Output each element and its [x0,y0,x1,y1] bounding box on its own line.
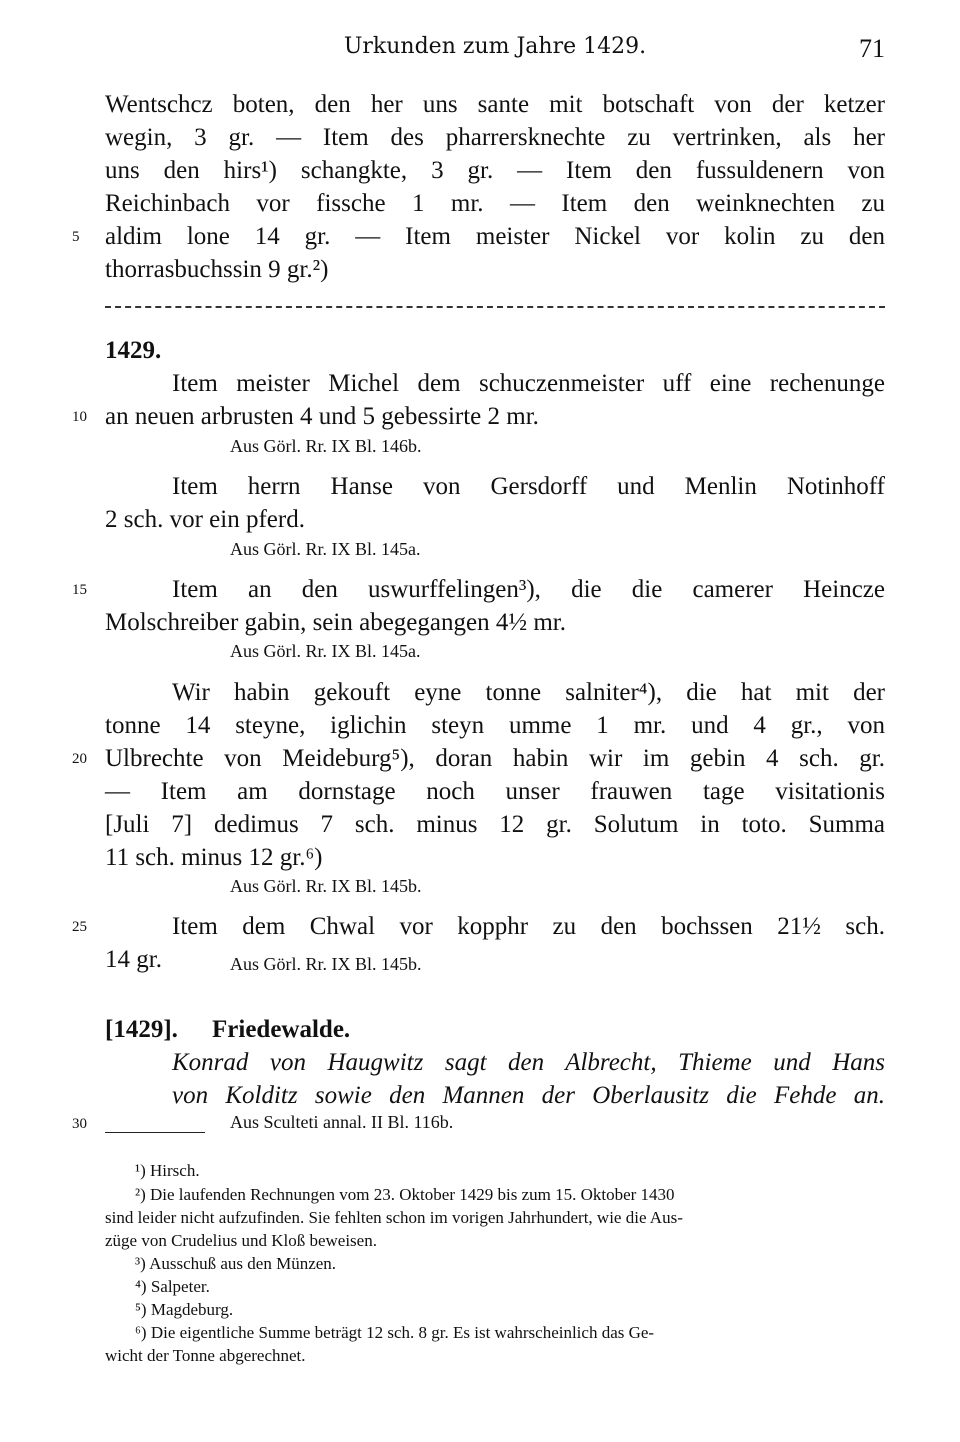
footnote: ³) Ausschuß aus den Münzen. [135,1254,337,1273]
page-header [105,34,885,64]
line-number: 20 [72,751,87,767]
page-number: 71 [859,34,885,63]
entry-text: 2 sch. vor ein pferd. [105,506,305,533]
entry-text: 14 gr. [105,946,162,973]
text-line: uns den hirs¹) schangkte, 3 gr. — Item den fussuldenern von [105,157,885,184]
text-line: thorrasbuchssin 9 gr.²) [105,256,329,283]
entry-text: Molschreiber gabin, sein abegegangen 4½ mr. [105,609,566,636]
text-line: Wentschcz boten, den her uns sante mit botschaft von der ketzer [105,91,885,118]
entry-text: — Item am dornstage noch unser frauwen tage visitationis [105,778,885,805]
line-number: 10 [72,409,87,425]
footnote: ⁶) Die eigentliche Summe beträgt 12 sch. 8 gr. Es ist wahrscheinlich das Ge- [135,1323,655,1342]
text-line: aldim lone 14 gr. — Item meister Nickel vor kolin zu den [105,223,885,250]
entry-text: an neuen arbrusten 4 und 5 gebessirte 2 mr. [105,403,539,430]
regest-summary: von Kolditz sowie den Mannen der Oberlausitz die Fehde an. [172,1082,885,1109]
entry-text: Item meister Michel dem schuczenmeister uff eine rechenunge [172,370,885,397]
footnote: züge von Crudelius und Kloß beweisen. [105,1231,377,1250]
running-title: Urkunden zum Jahre 1429. [343,34,647,59]
line-number: 25 [72,919,87,935]
entry-text: Ulbrechte von Meideburg⁵), doran habin wir im gebin 4 sch. gr. [105,745,885,772]
footnote: ¹) Hirsch. [135,1161,200,1180]
line-number: 5 [72,229,80,245]
section-date: [1429]. [105,1016,178,1043]
text-line: Reichinbach vor fissche 1 mr. — Item den weinknechten zu [105,190,885,217]
footnote: ²) Die laufenden Rechnungen vom 23. Oktober 1429 bis zum 15. Oktober 1430 [135,1185,675,1204]
footnote: sind leider nicht aufzufinden. Sie fehlten schon im vorigen Jahrhundert, wie die Aus- [105,1208,683,1227]
entry-text: Item dem Chwal vor kopphr zu den bochssen 21½ sch. [172,913,885,940]
entry-text: Item an den uswurffelingen³), die die camerer Heincze [172,576,885,603]
footnote-rule [105,1132,205,1133]
line-number: 30 [72,1116,87,1132]
source-note: Aus Görl. Rr. IX Bl. 145b. [230,954,422,974]
regest-summary: Konrad von Haugwitz sagt den Albrecht, Thieme und Hans [172,1049,885,1076]
section-heading: 1429. [105,337,162,364]
source-note: Aus Sculteti annal. II Bl. 116b. [230,1112,454,1132]
entry-text: [Juli 7] dedimus 7 sch. minus 12 gr. Solutum in toto. Summa [105,811,885,838]
source-note: Aus Görl. Rr. IX Bl. 145a. [230,539,421,559]
entry-text: tonne 14 steyne, iglichin steyn umme 1 mr. und 4 gr., von [105,712,885,739]
text-line: wegin, 3 gr. — Item des pharrersknechte zu vertrinken, als her [105,124,885,151]
source-note: Aus Görl. Rr. IX Bl. 146b. [230,436,422,456]
entry-text: Item herrn Hanse von Gersdorff und Menlin Notinhoff [172,473,885,500]
footnote: ⁵) Magdeburg. [135,1300,234,1319]
section-divider [105,286,885,308]
entry-text: 11 sch. minus 12 gr.⁶) [105,844,323,871]
section-place: Friedewalde. [212,1016,351,1043]
footnote: ⁴) Salpeter. [135,1277,210,1296]
source-note: Aus Görl. Rr. IX Bl. 145b. [230,876,422,896]
entry-text: Wir habin gekouft eyne tonne salniter⁴), die hat mit der [172,679,885,706]
line-number: 15 [72,582,87,598]
source-note: Aus Görl. Rr. IX Bl. 145a. [230,641,421,661]
footnote: wicht der Tonne abgerechnet. [105,1346,306,1365]
